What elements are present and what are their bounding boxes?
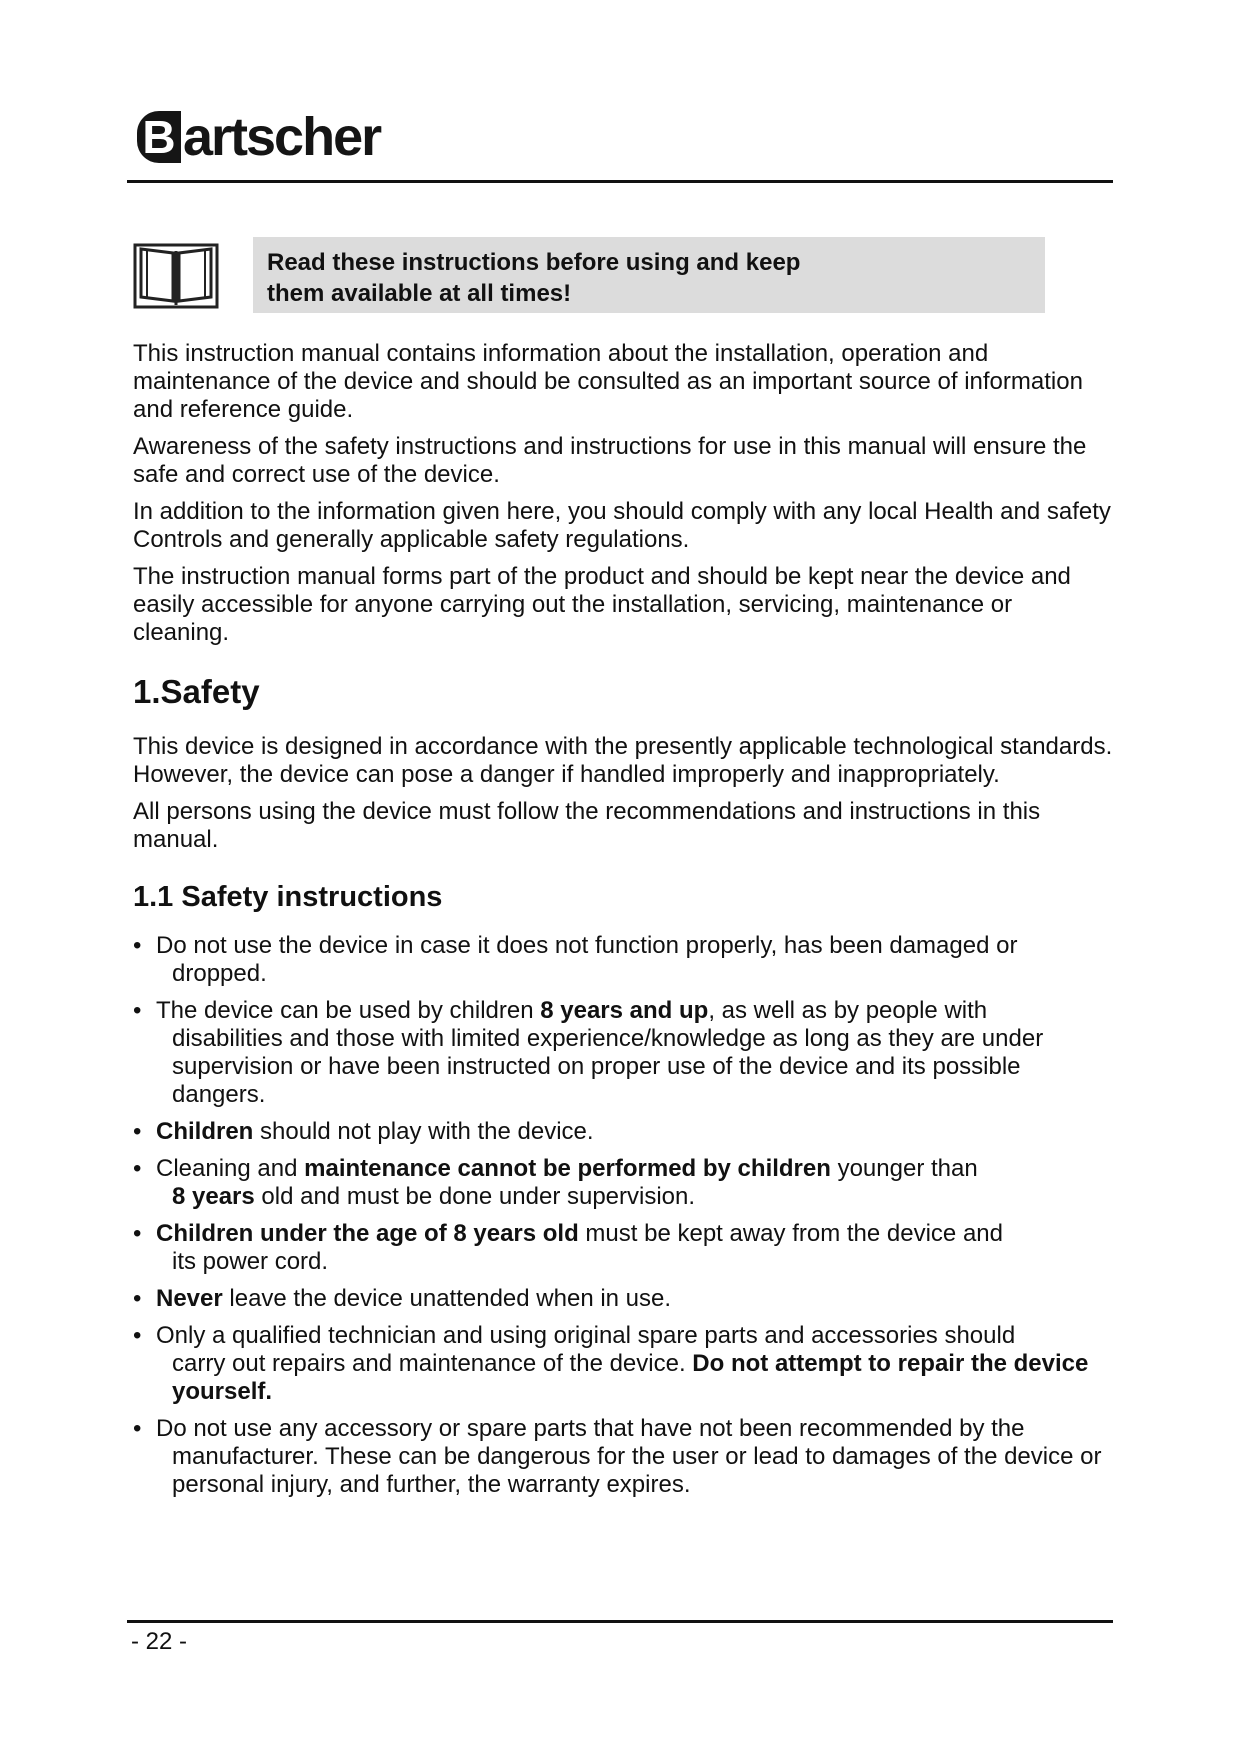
intro-paragraph: The instruction manual forms part of the product and should be kept near the device and easily accessible for anyone carrying out the installation, servicing, maintenance or cleaning.	[133, 563, 1071, 646]
safety-paragraph: All persons using the device must follow the recommendations and instructions in this manual.	[133, 798, 1041, 853]
logo-letter: B	[137, 111, 181, 163]
intro-paragraph: This instruction manual contains information about the installation, operation and maintenance of the device and should be consulted as an important source of information and reference guide.	[133, 340, 1083, 423]
list-item: • Never leave the device unattended when in use.	[133, 1285, 1113, 1313]
list-item: • The device can be used by children 8 years and up, as well as by people with disabilities and those with limited experience/knowledge as long as they are under supervision or have been instructed on proper use of the device and its possible dangers.	[133, 997, 1113, 1109]
list-item: • Children under the age of 8 years old must be kept away from the device and its power cord.	[133, 1220, 1113, 1276]
logo-text: artscher	[183, 107, 381, 167]
list-item: • Do not use any accessory or spare parts that have not been recommended by the manufacturer. These can be dangerous for the user or lead to damages of the device or personal injury, and further, the warranty expires.	[133, 1415, 1113, 1499]
footer-rule	[127, 1620, 1113, 1623]
safety-instructions-list	[133, 932, 1113, 1499]
safety-instructions-heading: 1.1 Safety instructions	[133, 881, 443, 913]
intro-paragraph: Awareness of the safety instructions and instructions for use in this manual will ensure the safe and correct use of the device.	[133, 433, 1087, 488]
notice-line-1: Read these instructions before using and keep	[267, 249, 801, 276]
brand-logo	[137, 104, 380, 170]
page-number: - 22 -	[131, 1628, 188, 1655]
notice-text-box	[253, 237, 1045, 313]
list-item: • Only a qualified technician and using original spare parts and accessories should carry out repairs and maintenance of the device. Do not attempt to repair the device yourself.	[133, 1322, 1113, 1406]
list-item: • Children should not play with the device.	[133, 1118, 1113, 1146]
intro-paragraph: In addition to the information given here, you should comply with any local Health and safety Controls and generally applicable safety regulations.	[133, 498, 1111, 553]
safety-paragraph: This device is designed in accordance with the presently applicable technological standards. However, the device can pose a danger if handled improperly and inappropriately.	[133, 733, 1113, 788]
header-rule	[127, 180, 1113, 183]
list-item: • Cleaning and maintenance cannot be performed by children younger than 8 years old and must be done under supervision.	[133, 1155, 1113, 1211]
manual-content	[133, 340, 1113, 1508]
notice-line-2: them available at all times!	[267, 280, 572, 307]
book-icon	[133, 239, 219, 311]
safety-heading: 1.Safety	[133, 673, 260, 710]
list-item: • Do not use the device in case it does not function properly, has been damaged or dropped.	[133, 932, 1113, 988]
read-instructions-notice	[127, 235, 1045, 315]
